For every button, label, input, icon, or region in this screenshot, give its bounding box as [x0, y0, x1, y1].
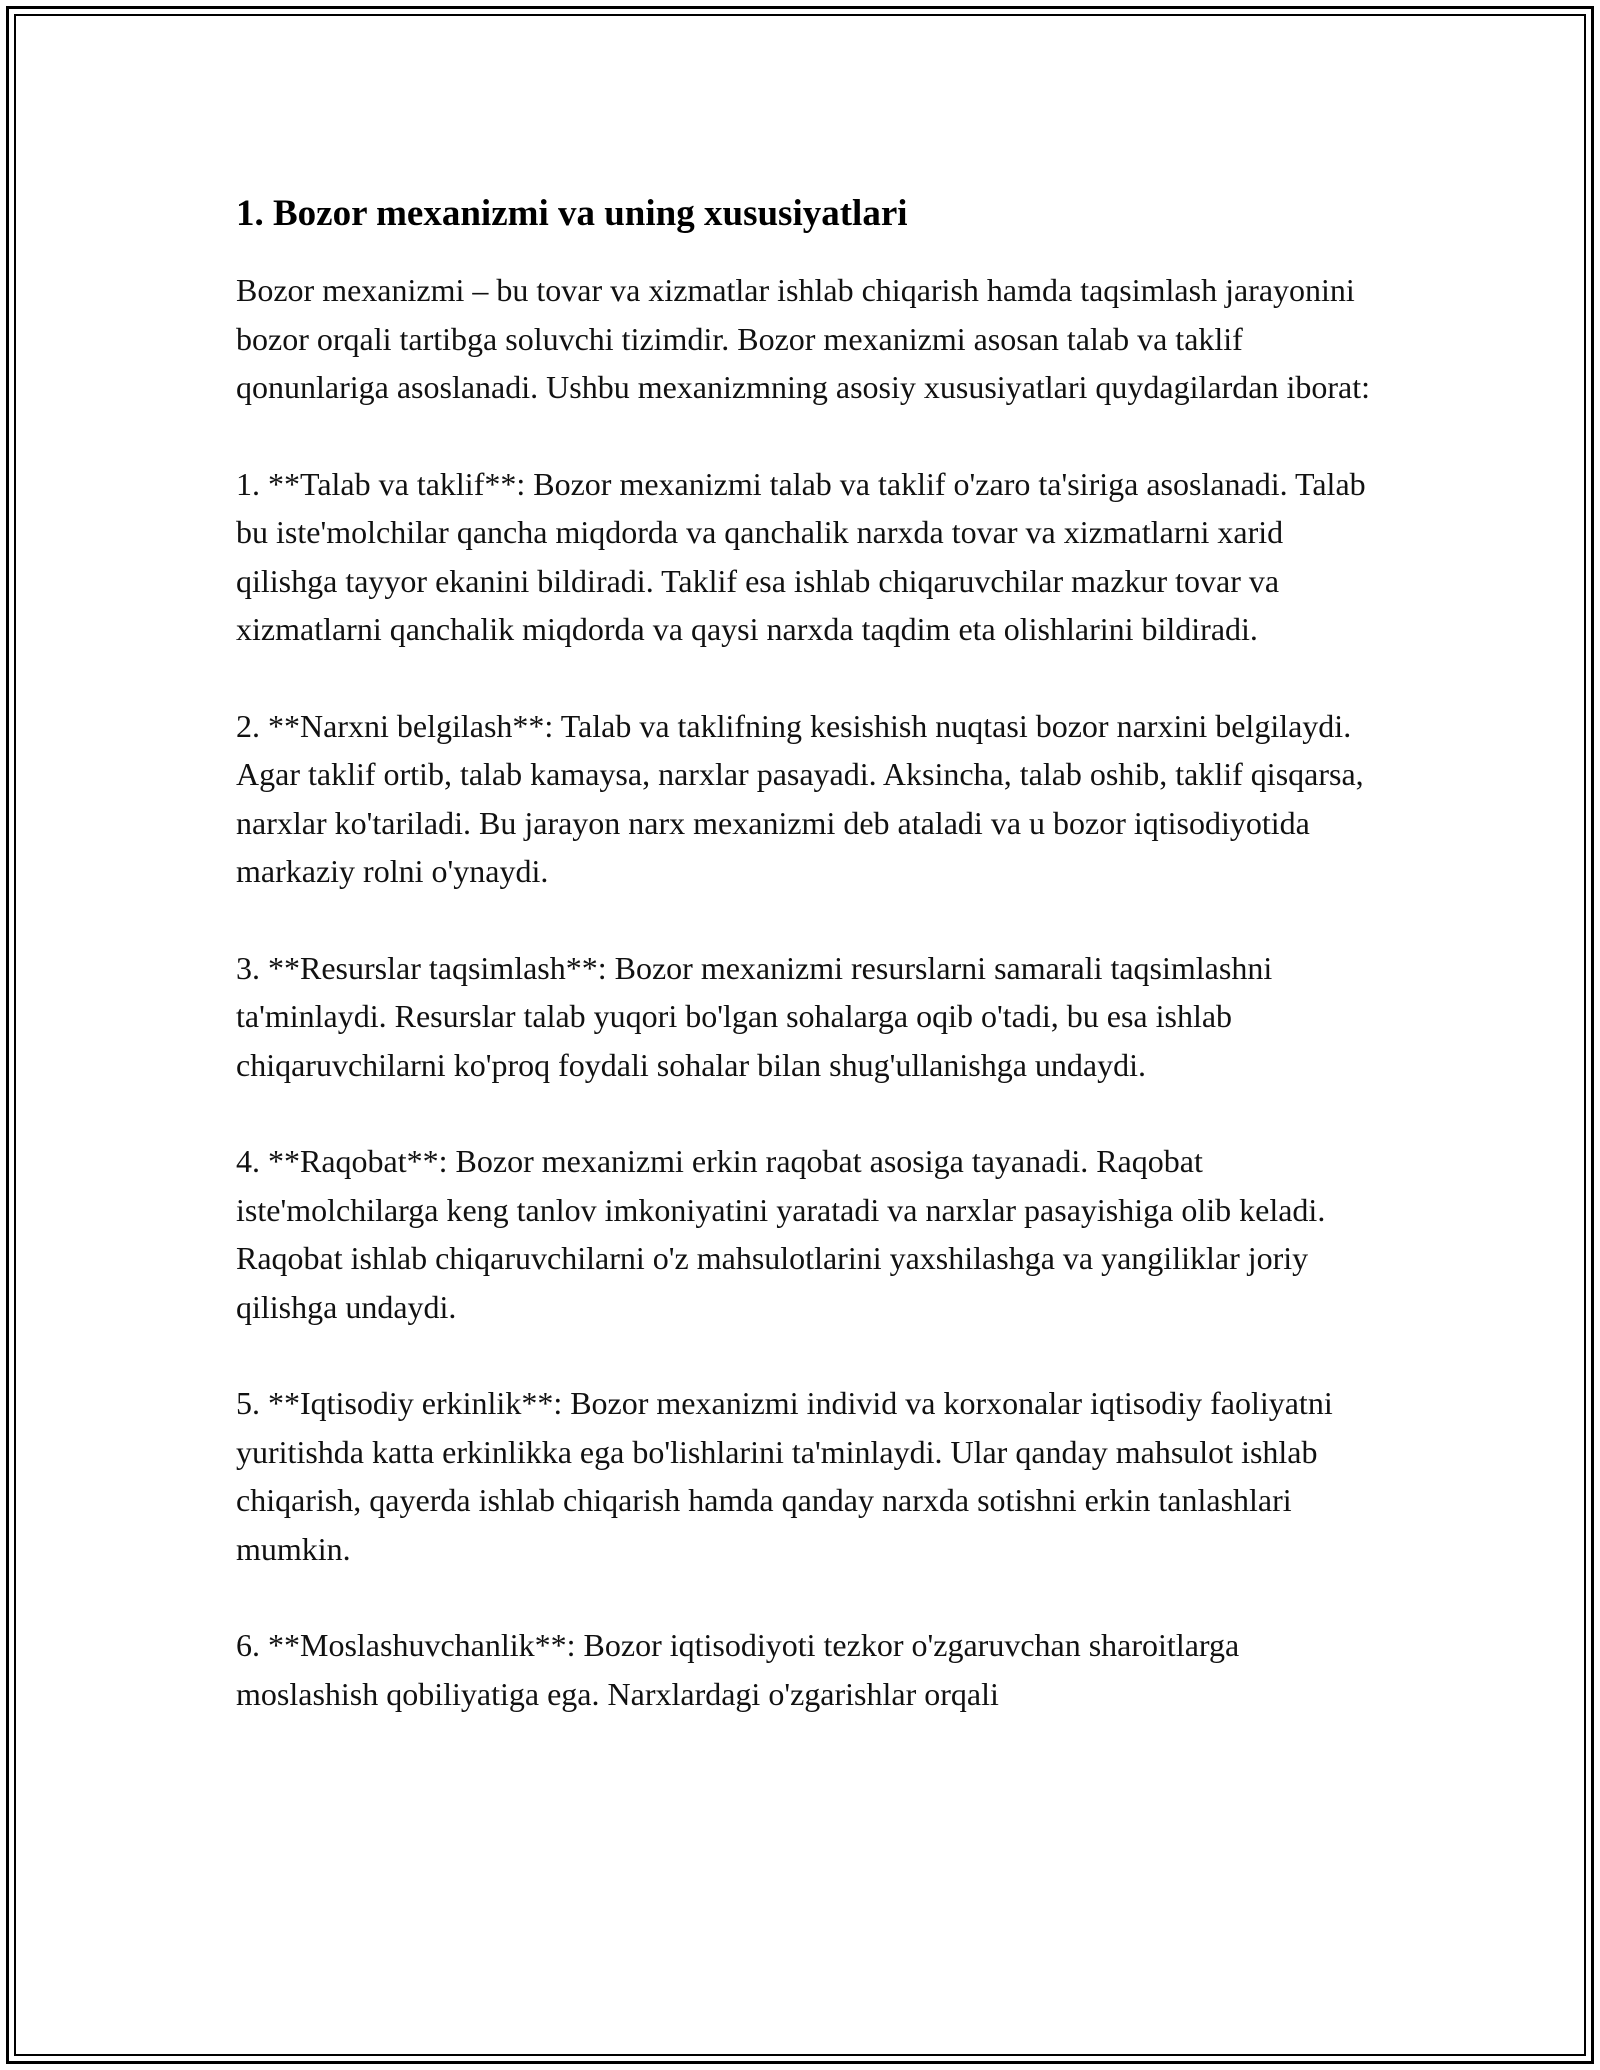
list-item-iqtisodiy-erkinlik: 5. **Iqtisodiy erkinlik**: Bozor mexanizmi individ va korxonalar iqtisodiy faoliyatni yuritishda katta erkinlikka ega bo'lishlarini ta'minlaydi. Ular qanday mahsulot ishlab chiqarish, qayerda ishlab chiqarish hamda qanday narxda sotishni erkin tanlashlari mumkin. [236, 1385, 1333, 1567]
intro-paragraph: Bozor mexanizmi – bu tovar va xizmatlar ishlab chiqarish hamda taqsimlash jarayonini bozor orqali tartibga soluvchi tizimdir. Bozor mexanizmi asosan talab va taklif qonunlariga asoslanadi. Ushbu mexanizmning asosiy xususiyatlari quydagilardan iborat: [236, 272, 1370, 405]
list-item-moslashuvchanlik: 6. **Moslashuvchanlik**: Bozor iqtisodiyoti tezkor o'zgaruvchan sharoitlarga moslashish qobiliyatiga ega. Narxlardagi o'zgarishlar orqali [236, 1627, 1240, 1712]
document-title: 1. Bozor mexanizmi va uning xususiyatlari [236, 193, 908, 234]
document-body [236, 186, 1386, 1766]
list-item-narxni-belgilash: 2. **Narxni belgilash**: Talab va taklifning kesishish nuqtasi bozor narxini belgilaydi. Agar taklif ortib, talab kamaysa, narxlar pasayadi. Aksincha, talab oshib, taklif qisqarsa, narxlar ko'tariladi. Bu jarayon narx mexanizmi deb ataladi va u bozor iqtisodiyotida markaziy rolni o'ynaydi. [236, 707, 1364, 889]
list-item-resurslar-taqsimlash: 3. **Resurslar taqsimlash**: Bozor mexanizmi resurslarni samarali taqsimlashni ta'minlaydi. Resurslar talab yuqori bo'lgan sohalarga oqib o'tadi, bu esa ishlab chiqaruvchilarni ko'proq foydali sohalar bilan shug'ullanishga undaydi. [236, 949, 1273, 1083]
list-item-raqobat: 4. **Raqobat**: Bozor mexanizmi erkin raqobat asosiga tayanadi. Raqobat iste'molchilarga keng tanlov imkoniyatini yaratadi va narxlar pasayishiga olib keladi. Raqobat ishlab chiqaruvchilarni o'z mahsulotlarini yaxshilashga va yangiliklar joriy qilishga undaydi. [236, 1143, 1326, 1325]
list-item-talab-va-taklif: 1. **Talab va taklif**: Bozor mexanizmi talab va taklif o'zaro ta'siriga asoslanadi. Talab bu iste'molchilar qancha miqdorda va qanchalik narxda tovar va xizmatlarni xarid qilishga tayyor ekanini bildiradi. Taklif esa ishlab chiqaruvchilar mazkur tovar va xizmatlarni qanchalik miqdorda va qaysi narxda taqdim eta olishlarini bildiradi. [236, 465, 1366, 647]
